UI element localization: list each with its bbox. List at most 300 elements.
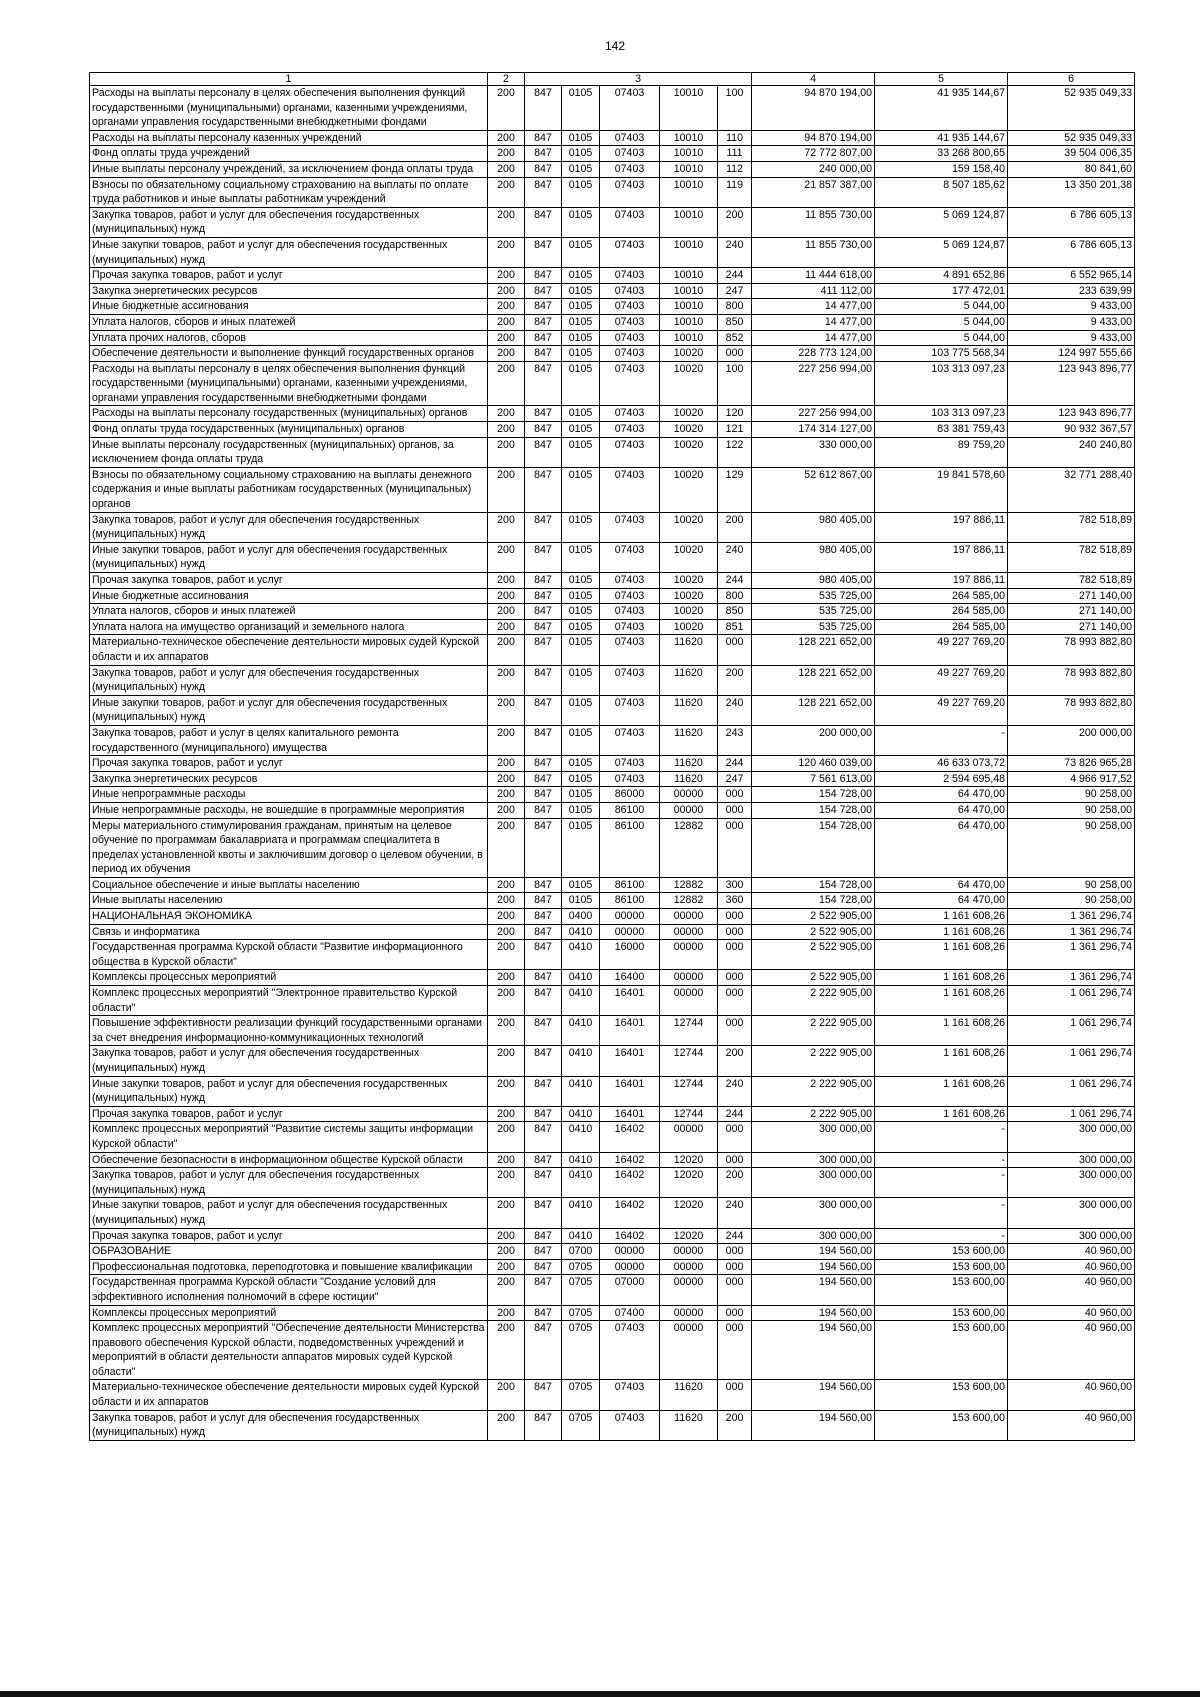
value-cell: -: [875, 1152, 1008, 1168]
code-cell: 10010: [660, 299, 718, 315]
value-cell: 1 061 296,74: [1008, 1076, 1135, 1106]
value-cell: 14 477,00: [752, 330, 875, 346]
value-cell: 40 960,00: [1008, 1321, 1135, 1380]
code-cell: 200: [488, 299, 525, 315]
code-cell: 0105: [562, 604, 600, 620]
code-cell: 0410: [562, 1168, 600, 1198]
table-row: [90, 909, 1135, 925]
code-cell: 0410: [562, 924, 600, 940]
value-cell: 78 993 882,80: [1008, 635, 1135, 665]
code-cell: 0105: [562, 771, 600, 787]
code-cell: 240: [718, 1198, 752, 1228]
code-cell: 100: [718, 361, 752, 406]
code-cell: 000: [718, 924, 752, 940]
table-row: [90, 1046, 1135, 1076]
value-cell: 2 222 905,00: [752, 986, 875, 1016]
code-cell: 847: [525, 330, 562, 346]
value-cell: 300 000,00: [752, 1228, 875, 1244]
table-row: [90, 818, 1135, 877]
code-cell: 0105: [562, 725, 600, 755]
code-cell: 0705: [562, 1305, 600, 1321]
table-row: [90, 406, 1135, 422]
code-cell: 847: [525, 406, 562, 422]
value-cell: 153 600,00: [875, 1380, 1008, 1410]
value-cell: -: [875, 725, 1008, 755]
code-cell: 200: [488, 771, 525, 787]
value-cell: 300 000,00: [1008, 1168, 1135, 1198]
value-cell: 1 161 608,26: [875, 924, 1008, 940]
table-header-row: [90, 73, 1135, 86]
code-cell: 847: [525, 467, 562, 512]
code-cell: 847: [525, 1305, 562, 1321]
value-cell: 9 433,00: [1008, 314, 1135, 330]
code-cell: 122: [718, 437, 752, 467]
code-cell: 800: [718, 588, 752, 604]
code-cell: 300: [718, 877, 752, 893]
table-row: [90, 756, 1135, 772]
code-cell: 200: [488, 802, 525, 818]
value-cell: 240 240,80: [1008, 437, 1135, 467]
code-cell: 851: [718, 619, 752, 635]
row-name: Закупка энергетических ресурсов: [90, 771, 488, 787]
value-cell: 123 943 896,77: [1008, 406, 1135, 422]
value-cell: 40 960,00: [1008, 1410, 1135, 1440]
code-cell: 000: [718, 1321, 752, 1380]
value-cell: 128 221 652,00: [752, 695, 875, 725]
value-cell: 980 405,00: [752, 573, 875, 589]
code-cell: 200: [488, 725, 525, 755]
code-cell: 240: [718, 695, 752, 725]
code-cell: 847: [525, 268, 562, 284]
code-cell: 86000: [600, 787, 660, 803]
code-cell: 0105: [562, 346, 600, 362]
code-cell: 10020: [660, 406, 718, 422]
code-cell: 0105: [562, 573, 600, 589]
code-cell: 86100: [600, 893, 660, 909]
code-cell: 00000: [660, 986, 718, 1016]
code-cell: 240: [718, 1076, 752, 1106]
value-cell: 2 222 905,00: [752, 1046, 875, 1076]
code-cell: 850: [718, 314, 752, 330]
row-name: Повышение эффективности реализации функций государственными органами за счет внедрения информационно-коммуникационных технологий: [90, 1016, 488, 1046]
row-name: Профессиональная подготовка, переподготовка и повышение квалификации: [90, 1259, 488, 1275]
value-cell: 2 522 905,00: [752, 909, 875, 925]
row-name: Прочая закупка товаров, работ и услуг: [90, 573, 488, 589]
code-cell: 07403: [600, 1321, 660, 1380]
code-cell: 16402: [600, 1122, 660, 1152]
row-name: Прочая закупка товаров, работ и услуг: [90, 1106, 488, 1122]
code-cell: 200: [488, 1076, 525, 1106]
code-cell: 200: [488, 573, 525, 589]
code-cell: 200: [488, 1122, 525, 1152]
code-cell: 0105: [562, 542, 600, 572]
value-cell: 40 960,00: [1008, 1305, 1135, 1321]
row-name: Иные бюджетные ассигнования: [90, 299, 488, 315]
code-cell: 847: [525, 361, 562, 406]
value-cell: 64 470,00: [875, 802, 1008, 818]
value-cell: 300 000,00: [1008, 1228, 1135, 1244]
value-cell: 271 140,00: [1008, 604, 1135, 620]
value-cell: 64 470,00: [875, 787, 1008, 803]
code-cell: 000: [718, 1016, 752, 1046]
code-cell: 0705: [562, 1410, 600, 1440]
code-cell: 243: [718, 725, 752, 755]
value-cell: 782 518,89: [1008, 512, 1135, 542]
table-row: [90, 1152, 1135, 1168]
code-cell: 847: [525, 1275, 562, 1305]
code-cell: 847: [525, 1321, 562, 1380]
value-cell: 124 997 555,66: [1008, 346, 1135, 362]
value-cell: 154 728,00: [752, 787, 875, 803]
code-cell: 12020: [660, 1198, 718, 1228]
column-header: 6: [1008, 73, 1135, 86]
code-cell: 120: [718, 406, 752, 422]
code-cell: 07403: [600, 86, 660, 131]
code-cell: 11620: [660, 665, 718, 695]
code-cell: 847: [525, 893, 562, 909]
value-cell: 40 960,00: [1008, 1275, 1135, 1305]
code-cell: 86100: [600, 877, 660, 893]
value-cell: 90 258,00: [1008, 893, 1135, 909]
code-cell: 86100: [600, 802, 660, 818]
code-cell: 0105: [562, 787, 600, 803]
code-cell: 0410: [562, 1198, 600, 1228]
code-cell: 10010: [660, 330, 718, 346]
value-cell: 103 313 097,23: [875, 406, 1008, 422]
code-cell: 244: [718, 268, 752, 284]
row-name: Закупка товаров, работ и услуг для обеспечения государственных (муниципальных) нужд: [90, 665, 488, 695]
code-cell: 847: [525, 771, 562, 787]
code-cell: 0105: [562, 361, 600, 406]
code-cell: 12020: [660, 1168, 718, 1198]
value-cell: 19 841 578,60: [875, 467, 1008, 512]
code-cell: 07403: [600, 406, 660, 422]
value-cell: 49 227 769,20: [875, 695, 1008, 725]
value-cell: 11 855 730,00: [752, 237, 875, 267]
value-cell: 90 932 367,57: [1008, 422, 1135, 438]
value-cell: 1 161 608,26: [875, 1076, 1008, 1106]
code-cell: 0410: [562, 970, 600, 986]
value-cell: 197 886,11: [875, 512, 1008, 542]
code-cell: 07403: [600, 573, 660, 589]
value-cell: 73 826 965,28: [1008, 756, 1135, 772]
code-cell: 0400: [562, 909, 600, 925]
column-header: 3: [525, 73, 752, 86]
value-cell: 40 960,00: [1008, 1259, 1135, 1275]
row-name: Расходы на выплаты персоналу в целях обеспечения выполнения функций государственными (муниципальными) органами, казенными учреждениями, органами управления государственными внебюджетными фондами: [90, 86, 488, 131]
value-cell: 6 786 605,13: [1008, 207, 1135, 237]
value-cell: 200 000,00: [752, 725, 875, 755]
code-cell: 000: [718, 1152, 752, 1168]
code-cell: 0105: [562, 130, 600, 146]
value-cell: 2 522 905,00: [752, 970, 875, 986]
code-cell: 0410: [562, 940, 600, 970]
code-cell: 200: [488, 346, 525, 362]
code-cell: 16000: [600, 940, 660, 970]
code-cell: 07403: [600, 130, 660, 146]
code-cell: 0700: [562, 1244, 600, 1260]
code-cell: 0105: [562, 893, 600, 909]
value-cell: 227 256 994,00: [752, 406, 875, 422]
code-cell: 000: [718, 635, 752, 665]
row-name: Закупка товаров, работ и услуг для обеспечения государственных (муниципальных) нужд: [90, 512, 488, 542]
code-cell: 200: [488, 970, 525, 986]
value-cell: 194 560,00: [752, 1244, 875, 1260]
code-cell: 200: [488, 665, 525, 695]
code-cell: 16402: [600, 1198, 660, 1228]
row-name: Закупка энергетических ресурсов: [90, 283, 488, 299]
code-cell: 07403: [600, 161, 660, 177]
code-cell: 000: [718, 986, 752, 1016]
code-cell: 07403: [600, 542, 660, 572]
table-row: [90, 130, 1135, 146]
code-cell: 847: [525, 909, 562, 925]
code-cell: 12744: [660, 1076, 718, 1106]
code-cell: 0105: [562, 86, 600, 131]
code-cell: 200: [718, 512, 752, 542]
value-cell: 300 000,00: [752, 1198, 875, 1228]
code-cell: 16401: [600, 1046, 660, 1076]
code-cell: 200: [488, 1016, 525, 1046]
value-cell: 300 000,00: [752, 1168, 875, 1198]
code-cell: 200: [488, 909, 525, 925]
page-bottom-edge: [0, 1691, 1200, 1697]
code-cell: 000: [718, 818, 752, 877]
value-cell: 1 161 608,26: [875, 1106, 1008, 1122]
code-cell: 07403: [600, 330, 660, 346]
code-cell: 850: [718, 604, 752, 620]
code-cell: 0410: [562, 1228, 600, 1244]
row-name: Обеспечение безопасности в информационном обществе Курской области: [90, 1152, 488, 1168]
table-row: [90, 1228, 1135, 1244]
table-row: [90, 877, 1135, 893]
code-cell: 847: [525, 970, 562, 986]
code-cell: 10010: [660, 146, 718, 162]
value-cell: 197 886,11: [875, 573, 1008, 589]
page-number: 142: [604, 39, 626, 53]
code-cell: 07403: [600, 268, 660, 284]
code-cell: 847: [525, 177, 562, 207]
value-cell: 4 966 917,52: [1008, 771, 1135, 787]
code-cell: 000: [718, 1275, 752, 1305]
value-cell: 1 061 296,74: [1008, 1106, 1135, 1122]
code-cell: 0410: [562, 1106, 600, 1122]
value-cell: 1 161 608,26: [875, 986, 1008, 1016]
value-cell: 52 935 049,33: [1008, 86, 1135, 131]
value-cell: 13 350 201,38: [1008, 177, 1135, 207]
code-cell: 200: [488, 588, 525, 604]
table-row: [90, 771, 1135, 787]
value-cell: 154 728,00: [752, 893, 875, 909]
table-row: [90, 619, 1135, 635]
code-cell: 200: [718, 1046, 752, 1076]
code-cell: 847: [525, 695, 562, 725]
value-cell: 264 585,00: [875, 604, 1008, 620]
code-cell: 200: [488, 877, 525, 893]
code-cell: 10010: [660, 283, 718, 299]
value-cell: 154 728,00: [752, 877, 875, 893]
code-cell: 244: [718, 573, 752, 589]
code-cell: 00000: [660, 1122, 718, 1152]
code-cell: 10010: [660, 314, 718, 330]
code-cell: 200: [488, 619, 525, 635]
value-cell: 52 612 867,00: [752, 467, 875, 512]
code-cell: 200: [488, 986, 525, 1016]
code-cell: 10010: [660, 237, 718, 267]
code-cell: 07403: [600, 512, 660, 542]
table-row: [90, 787, 1135, 803]
value-cell: 83 381 759,43: [875, 422, 1008, 438]
row-name: Расходы на выплаты персоналу государственных (муниципальных) органов: [90, 406, 488, 422]
code-cell: 847: [525, 818, 562, 877]
value-cell: 80 841,60: [1008, 161, 1135, 177]
table-row: [90, 1076, 1135, 1106]
table-row: [90, 695, 1135, 725]
code-cell: 0410: [562, 1016, 600, 1046]
code-cell: 0105: [562, 161, 600, 177]
code-cell: 07403: [600, 237, 660, 267]
code-cell: 110: [718, 130, 752, 146]
row-name: Прочая закупка товаров, работ и услуг: [90, 1228, 488, 1244]
code-cell: 200: [488, 756, 525, 772]
code-cell: 10010: [660, 86, 718, 131]
value-cell: 2 222 905,00: [752, 1076, 875, 1106]
code-cell: 247: [718, 283, 752, 299]
code-cell: 07403: [600, 619, 660, 635]
table-row: [90, 437, 1135, 467]
code-cell: 000: [718, 802, 752, 818]
table-row: [90, 299, 1135, 315]
code-cell: 07403: [600, 771, 660, 787]
table-row: [90, 665, 1135, 695]
code-cell: 86100: [600, 818, 660, 877]
row-name: Закупка товаров, работ и услуг в целях капитального ремонта государственного (муниципального) имущества: [90, 725, 488, 755]
code-cell: 07403: [600, 361, 660, 406]
code-cell: 847: [525, 237, 562, 267]
code-cell: 10020: [660, 573, 718, 589]
row-name: НАЦИОНАЛЬНАЯ ЭКОНОМИКА: [90, 909, 488, 925]
code-cell: 847: [525, 573, 562, 589]
value-cell: 103 313 097,23: [875, 361, 1008, 406]
code-cell: 10020: [660, 604, 718, 620]
code-cell: 847: [525, 665, 562, 695]
code-cell: 0105: [562, 237, 600, 267]
value-cell: 5 069 124,87: [875, 237, 1008, 267]
code-cell: 07403: [600, 756, 660, 772]
code-cell: 00000: [600, 1244, 660, 1260]
value-cell: 94 870 194,00: [752, 86, 875, 131]
value-cell: 1 161 608,26: [875, 1016, 1008, 1046]
code-cell: 847: [525, 207, 562, 237]
code-cell: 847: [525, 588, 562, 604]
code-cell: 12020: [660, 1152, 718, 1168]
row-name: Иные непрограммные расходы: [90, 787, 488, 803]
row-name: Взносы по обязательному социальному страхованию на выплаты по оплате труда работников и иные выплаты работникам учреждений: [90, 177, 488, 207]
value-cell: 64 470,00: [875, 877, 1008, 893]
code-cell: 16402: [600, 1152, 660, 1168]
value-cell: 33 268 800,65: [875, 146, 1008, 162]
row-name: Государственная программа Курской области "Создание условий для эффективного исполнения полномочий в сфере юстиции": [90, 1275, 488, 1305]
table-row: [90, 1016, 1135, 1046]
table-row: [90, 314, 1135, 330]
code-cell: 12744: [660, 1046, 718, 1076]
column-header: 1: [90, 73, 488, 86]
code-cell: 11620: [660, 635, 718, 665]
value-cell: 1 061 296,74: [1008, 986, 1135, 1016]
table-row: [90, 361, 1135, 406]
code-cell: 10020: [660, 542, 718, 572]
code-cell: 129: [718, 467, 752, 512]
value-cell: 159 158,40: [875, 161, 1008, 177]
code-cell: 00000: [660, 787, 718, 803]
row-name: Прочая закупка товаров, работ и услуг: [90, 756, 488, 772]
value-cell: 14 477,00: [752, 314, 875, 330]
row-name: Иные бюджетные ассигнования: [90, 588, 488, 604]
code-cell: 11620: [660, 756, 718, 772]
code-cell: 07403: [600, 1410, 660, 1440]
value-cell: 40 960,00: [1008, 1380, 1135, 1410]
code-cell: 00000: [660, 802, 718, 818]
code-cell: 847: [525, 542, 562, 572]
code-cell: 0105: [562, 314, 600, 330]
value-cell: 90 258,00: [1008, 877, 1135, 893]
value-cell: 154 728,00: [752, 802, 875, 818]
code-cell: 0105: [562, 406, 600, 422]
value-cell: 2 222 905,00: [752, 1016, 875, 1046]
value-cell: 535 725,00: [752, 588, 875, 604]
value-cell: 11 855 730,00: [752, 207, 875, 237]
value-cell: 52 935 049,33: [1008, 130, 1135, 146]
code-cell: 200: [488, 1198, 525, 1228]
table-row: [90, 422, 1135, 438]
value-cell: 271 140,00: [1008, 619, 1135, 635]
code-cell: 11620: [660, 1380, 718, 1410]
code-cell: 200: [488, 130, 525, 146]
code-cell: 0105: [562, 146, 600, 162]
code-cell: 200: [488, 330, 525, 346]
value-cell: 72 772 807,00: [752, 146, 875, 162]
value-cell: 227 256 994,00: [752, 361, 875, 406]
row-name: Расходы на выплаты персоналу в целях обеспечения выполнения функций государственными (муниципальными) органами, казенными учреждениями, органами управления государственными внебюджетными фондами: [90, 361, 488, 406]
table-row: [90, 1410, 1135, 1440]
code-cell: 200: [488, 1046, 525, 1076]
row-name: Иные непрограммные расходы, не вошедшие в программные мероприятия: [90, 802, 488, 818]
code-cell: 200: [488, 467, 525, 512]
code-cell: 200: [488, 86, 525, 131]
value-cell: 90 258,00: [1008, 787, 1135, 803]
code-cell: 847: [525, 1016, 562, 1046]
code-cell: 847: [525, 756, 562, 772]
code-cell: 847: [525, 1076, 562, 1106]
code-cell: 00000: [600, 924, 660, 940]
code-cell: 200: [488, 268, 525, 284]
value-cell: 14 477,00: [752, 299, 875, 315]
column-header: 2: [488, 73, 525, 86]
code-cell: 10020: [660, 619, 718, 635]
value-cell: 5 044,00: [875, 330, 1008, 346]
value-cell: 5 044,00: [875, 314, 1008, 330]
row-name: Комплексы процессных мероприятий: [90, 1305, 488, 1321]
value-cell: 240 000,00: [752, 161, 875, 177]
code-cell: 16400: [600, 970, 660, 986]
value-cell: 103 775 568,34: [875, 346, 1008, 362]
value-cell: 90 258,00: [1008, 818, 1135, 877]
table-row: [90, 1259, 1135, 1275]
table-row: [90, 1275, 1135, 1305]
code-cell: 200: [488, 893, 525, 909]
table-row: [90, 330, 1135, 346]
code-cell: 00000: [660, 940, 718, 970]
